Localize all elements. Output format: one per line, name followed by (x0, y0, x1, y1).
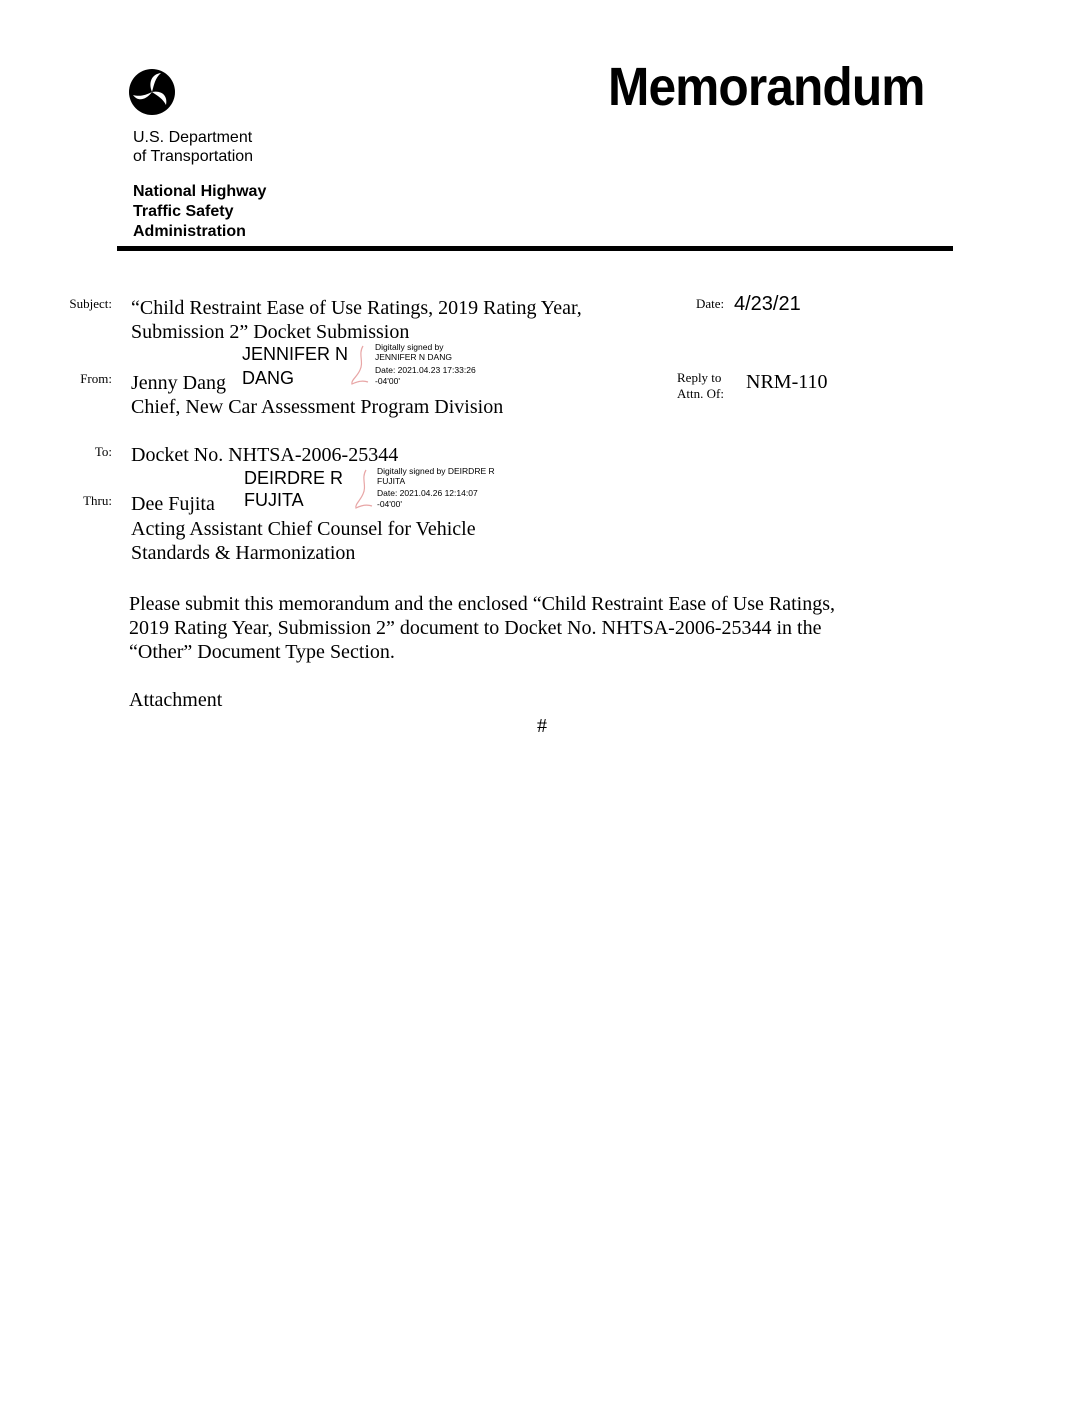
thru-label: Thru: (83, 493, 112, 508)
end-mark: # (537, 715, 547, 737)
signature-fujita-mark-stroke (356, 470, 372, 508)
to-value: Docket No. NHTSA-2006-25344 (131, 444, 399, 466)
signature-fujita-detail-2: FUJITA (377, 476, 406, 486)
dot-tri-star-logo-icon (128, 68, 176, 116)
body-paragraph-line-2: 2019 Rating Year, Submission 2” document to Docket No. NHTSA-2006-25344 in the (129, 617, 822, 639)
signature-fujita-detail-3: Date: 2021.04.26 12:14:07 (377, 488, 478, 498)
attachment-note: Attachment (129, 689, 223, 711)
department-line-2: of Transportation (133, 148, 254, 165)
signature-dang-detail-2: JENNIFER N DANG (375, 352, 452, 362)
signature-dang-detail-4: -04'00' (375, 376, 400, 386)
signature-dang-mark-stroke (352, 346, 368, 384)
signature-fujita-detail-4: -04'00' (377, 499, 402, 509)
signature-dang-detail-3: Date: 2021.04.23 17:33:26 (375, 365, 476, 375)
signature-fujita-name-line-2: FUJITA (244, 490, 304, 510)
signature-dang-detail-1: Digitally signed by (375, 342, 444, 352)
header-divider (117, 246, 953, 251)
signature-fujita-detail-1: Digitally signed by DEIRDRE R (377, 466, 495, 476)
to-label: To: (94, 444, 112, 459)
signature-fujita-name-line-1: DEIRDRE R (244, 468, 344, 488)
signature-dang-mark-icon (348, 344, 374, 388)
signature-fujita-mark-icon (352, 468, 378, 512)
memo-title: Memorandum (608, 57, 925, 117)
thru-name: Dee Fujita (131, 493, 215, 515)
subject-line-1: “Child Restraint Ease of Use Ratings, 2019 Rating Year, (131, 297, 582, 319)
agency-line-3: Administration (133, 223, 246, 240)
from-title: Chief, New Car Assessment Program Division (131, 396, 504, 418)
agency-line-1: National Highway (133, 183, 267, 200)
subject-label: Subject: (69, 296, 112, 311)
thru-title-line-2: Standards & Harmonization (131, 542, 356, 564)
reply-value: NRM-110 (746, 371, 828, 393)
department-line-1: U.S. Department (133, 129, 253, 146)
thru-title-line-1: Acting Assistant Chief Counsel for Vehicle (131, 518, 476, 540)
from-label: From: (80, 371, 112, 386)
signature-dang-name-line-1: JENNIFER N (242, 344, 349, 364)
subject-line-2: Submission 2” Docket Submission (131, 321, 410, 343)
date-label: Date: (696, 296, 725, 311)
reply-label-line-1: Reply to (677, 370, 722, 385)
reply-label-line-2: Attn. Of: (677, 386, 724, 401)
date-value: 4/23/21 (734, 293, 801, 315)
body-paragraph-line-1: Please submit this memorandum and the enclosed “Child Restraint Ease of Use Ratings, (129, 593, 835, 615)
agency-line-2: Traffic Safety (133, 203, 234, 220)
from-name: Jenny Dang (131, 372, 226, 394)
signature-dang-name-line-2: DANG (242, 368, 295, 388)
body-paragraph-line-3: “Other” Document Type Section. (129, 641, 395, 663)
